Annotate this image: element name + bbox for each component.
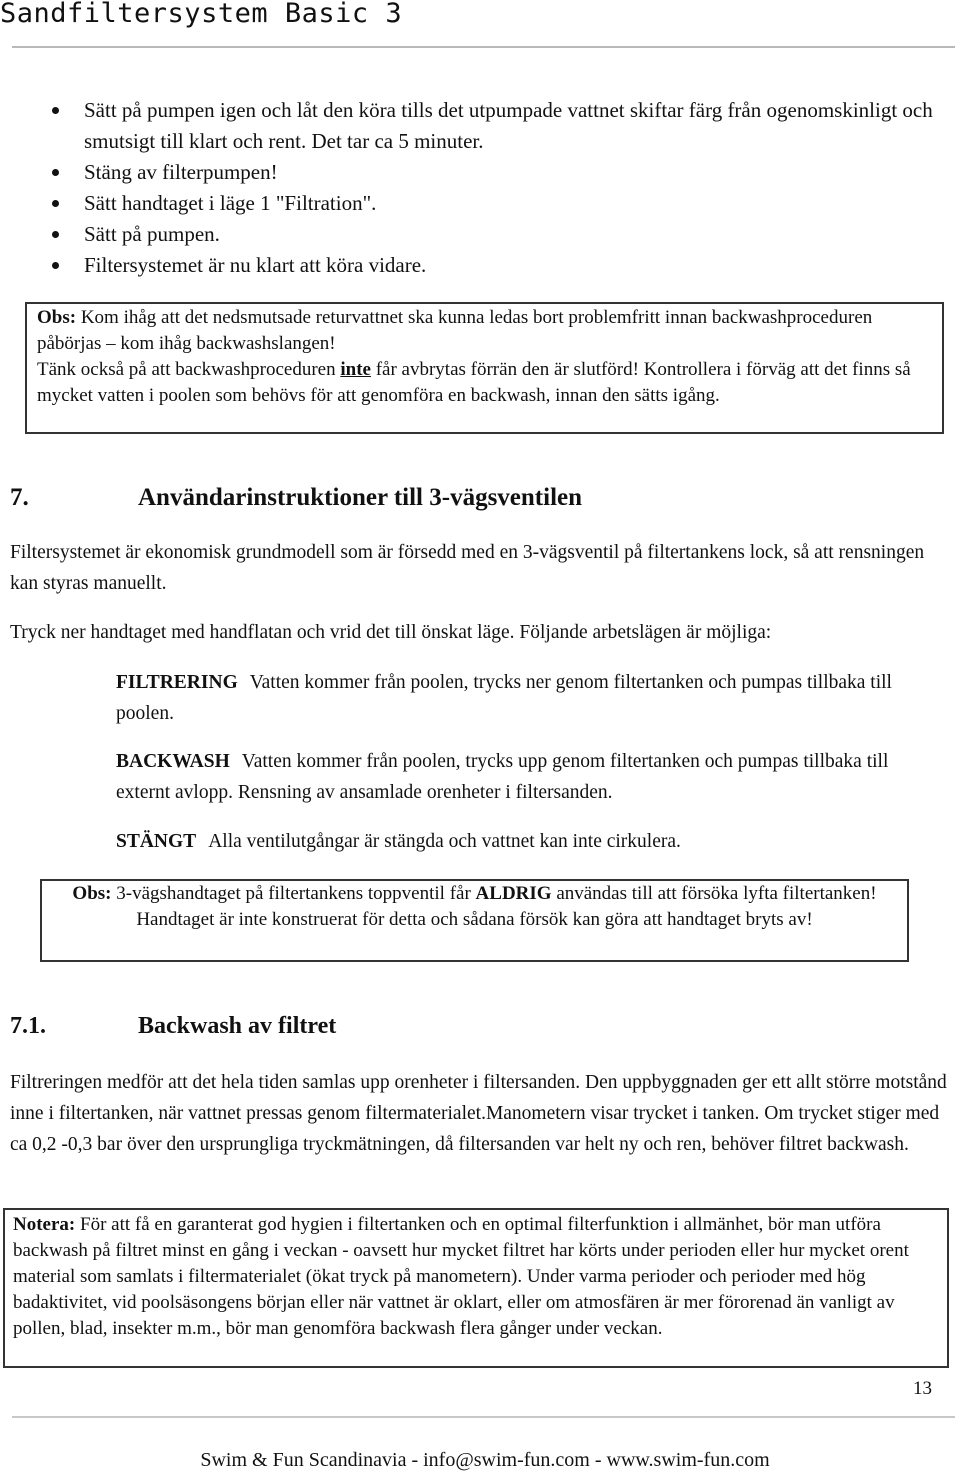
note-text: Tänk också på att backwashproceduren [37, 359, 341, 380]
mode-backwash [116, 746, 936, 808]
paragraph: Filtersystemet är ekonomisk grundmodell som är försedd med en 3-vägsventil på filtertankens lock, så att rensningen kan styras manuellt. [10, 542, 925, 594]
mode-filtrering [116, 667, 936, 729]
note-text: får avbrytas förrän den är slutförd! Kontrollera i förväg att det finns så mycket vatten i poolen som behövs för att genomföra en backwash, innan den sätts igång. [37, 359, 911, 406]
note-label: Notera: [13, 1214, 76, 1235]
note-text: användas till att försöka lyfta filtertanken! Handtaget är inte konstruerat för detta och sådana försök kan göra att handtaget bryts av! [136, 883, 877, 930]
paragraph: Tryck ner handtaget med handflatan och vrid det till önskat läge. Följande arbetslägen är möjliga: [10, 622, 772, 643]
section-number: 7. [10, 484, 29, 511]
note-emphasis: inte [340, 359, 371, 380]
mode-description: Alla ventilutgångar är stängda och vattnet kan inte cirkulera. [208, 831, 681, 852]
list-item: Filtersystemet är nu klart att köra vidare. [36, 250, 936, 281]
page-number: 13 [913, 1378, 932, 1399]
list-item: Sätt på pumpen. [36, 219, 936, 250]
note-text: För att få en garanterat god hygien i filtertanken och en optimal filterfunktion i allmänhet, bör man utföra backwash på filtret minst en gång i veckan - oavsett hur mycket filtret har körts under perioden eller hur mycket orent material som samlats i filtermaterialet (ökat tryck på manometern). Under varma perioder och perioder med hög badaktivitet, vid poolsäsongens början eller när vattnet är oklart, eller om atmosfären är mer förorenad än vanligt av pollen, blad, insekter m.m., bör man genomföra backwash flera gånger under veckan. [13, 1214, 909, 1339]
mode-label: BACKWASH [116, 751, 230, 772]
list-item: Sätt på pumpen igen och låt den köra tills det utpumpade vattnet skiftar färg från ogenomskinligt och smutsigt till klart och rent. Det tar ca 5 minuter. [36, 95, 936, 157]
mode-label: STÄNGT [116, 831, 197, 852]
header-divider [12, 46, 955, 48]
note-text: Kom ihåg att det nedsmutsade returvattnet ska kunna ledas bort problemfritt innan backwashproceduren påbörjas – kom ihåg backwashslangen! [37, 307, 873, 354]
note-line-1 [37, 305, 932, 357]
handle-warning-note [40, 879, 909, 962]
list-item: Stäng av filterpumpen! [36, 157, 936, 188]
section-number: 7.1. [10, 1013, 46, 1039]
document-footer: Swim & Fun Scandinavia - info@swim-fun.com - www.swim-fun.com [200, 1449, 770, 1471]
backwash-hose-note [25, 302, 944, 434]
note-text: 3-vägshandtaget på filtertankens toppventil får [111, 883, 476, 904]
instruction-list [36, 95, 936, 281]
paragraph: Filtreringen medför att det hela tiden samlas upp orenheter i filtersanden. Den uppbyggnaden ger ett allt större motstånd inne i filtertanken, när vattnet pressas genom filtermaterialet.Manometern visar trycket i tanken. Om trycket stiger med ca 0,2 -0,3 bar över den ursprungliga tryckmätningen, då filtersanden var helt ny och ren, behöver filtret backwash. [10, 1072, 947, 1155]
section-7-heading [10, 484, 582, 512]
mode-description: Vatten kommer från poolen, trycks ner genom filtertanken och pumpas tillbaka till poolen. [116, 672, 892, 724]
section-title: Användarinstruktioner till 3-vägsventilen [138, 484, 583, 511]
list-item: Sätt handtaget i läge 1 "Filtration". [36, 188, 936, 219]
section-7-1-heading [10, 1013, 336, 1040]
note-line-2 [37, 357, 932, 409]
footer-divider [12, 1416, 955, 1418]
mode-stangt [116, 826, 936, 857]
note-emphasis: ALDRIG [475, 883, 552, 904]
note-label: Obs: [37, 307, 77, 328]
document-header-title: Sandfiltersystem Basic 3 [0, 0, 403, 29]
mode-description: Vatten kommer från poolen, trycks upp genom filtertanken och pumpas tillbaka till externt avlopp. Rensning av ansamlade orenheter i filtersanden. [116, 751, 889, 803]
note-label: Obs: [72, 883, 112, 904]
hygiene-note [3, 1208, 949, 1368]
mode-label: FILTRERING [116, 672, 238, 693]
section-title: Backwash av filtret [138, 1013, 337, 1039]
